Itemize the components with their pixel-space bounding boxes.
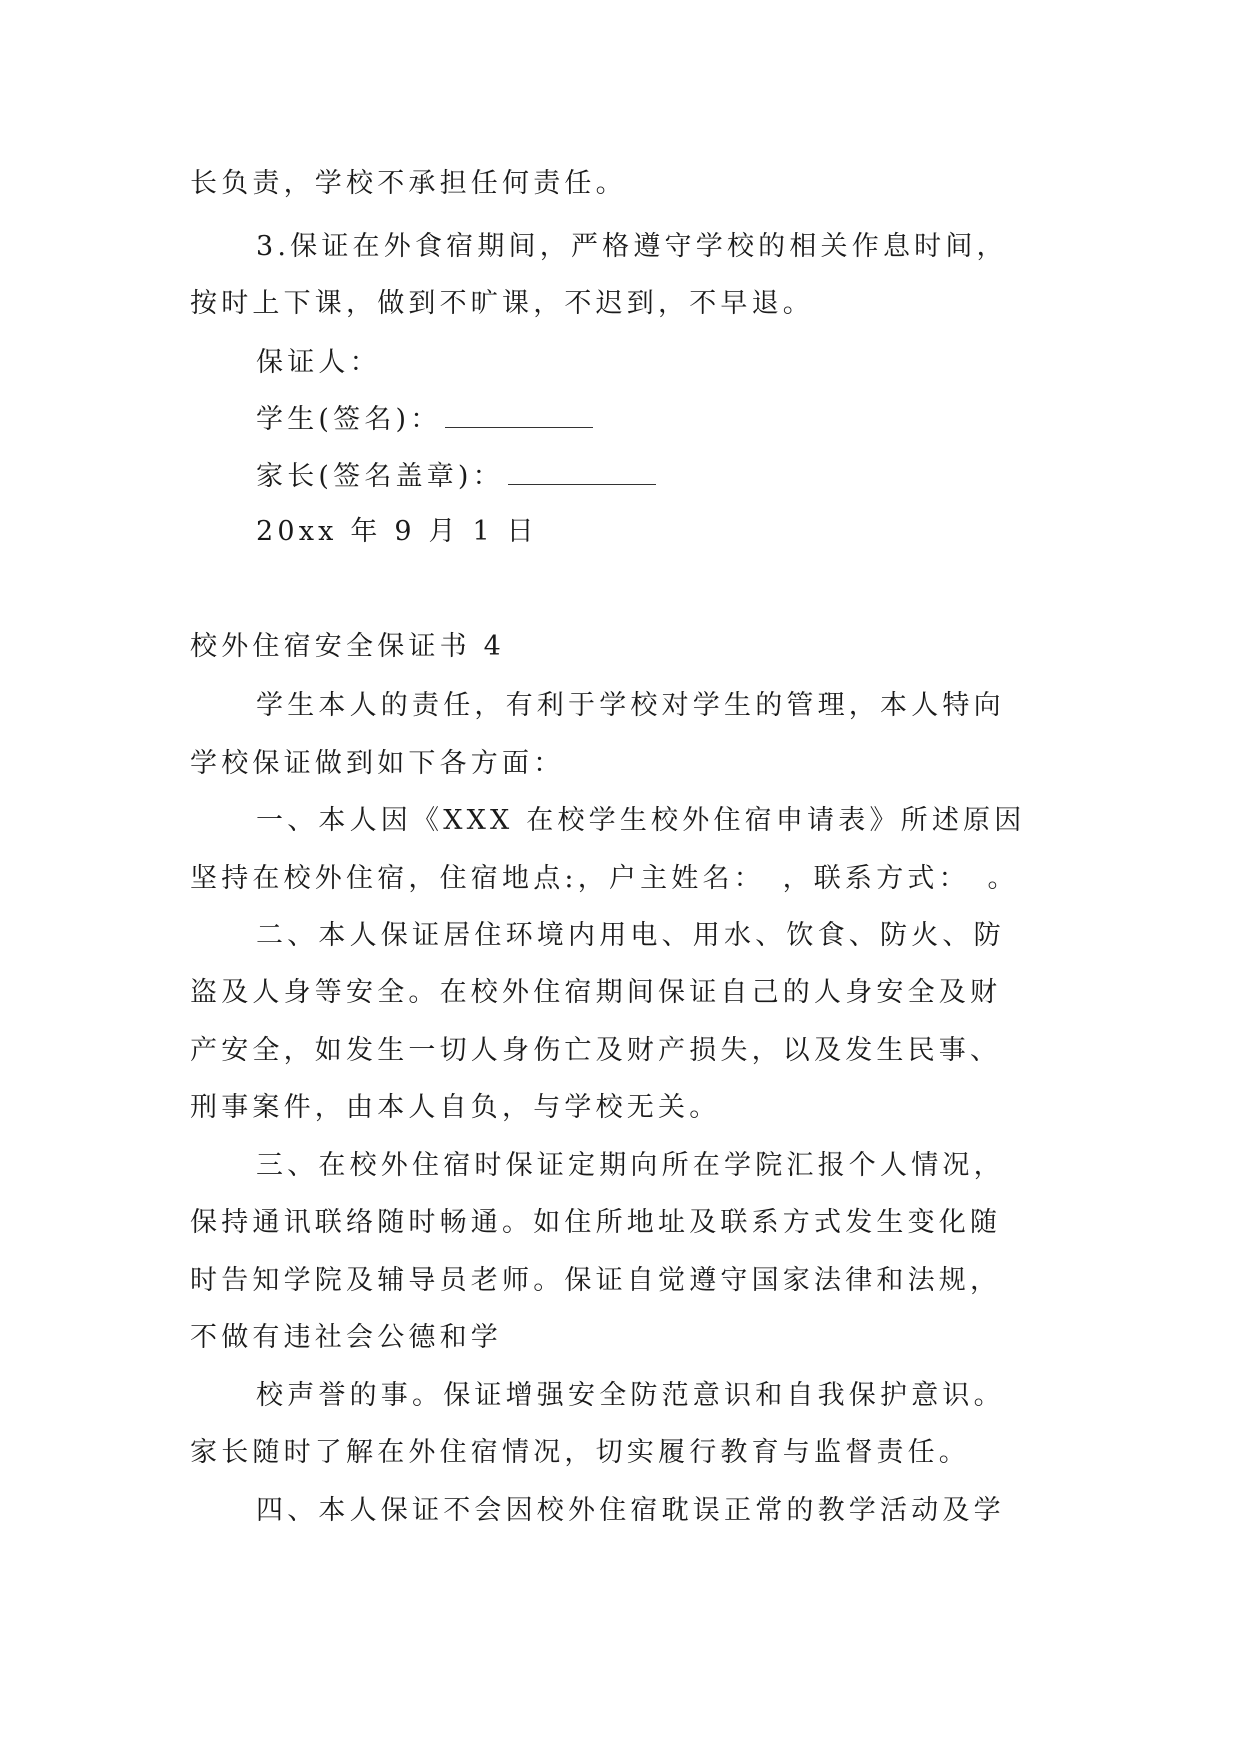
student-signature-blank — [445, 405, 593, 428]
paragraph-line: 学生本人的责任，有利于学校对学生的管理，本人特向 — [256, 690, 1005, 721]
date-line: 20xx 年 9 月 1 日 — [256, 516, 538, 547]
paragraph-line: 一、本人因《XXX 在校学生校外住宿申请表》所述原因 — [256, 805, 1026, 836]
paragraph-line: 坚持在校外住宿，住宿地点:，户主姓名： ，联系方式： 。 — [190, 863, 1019, 894]
paragraph-line: 校声誉的事。保证增强安全防范意识和自我保护意识。 — [256, 1380, 1005, 1411]
paragraph-line: 长负责，学校不承担任何责任。 — [190, 168, 627, 199]
section-title: 校外住宿安全保证书 4 — [190, 631, 505, 662]
parent-signature-blank — [508, 462, 656, 485]
parent-signature-row — [256, 459, 656, 495]
paragraph-line: 产安全，如发生一切人身伤亡及财产损失，以及发生民事、 — [190, 1035, 1002, 1066]
parent-signature-label: 家长(签名盖章)： — [256, 461, 504, 492]
paragraph-line: 按时上下课，做到不旷课，不迟到，不早退。 — [190, 288, 814, 319]
paragraph-line: 学校保证做到如下各方面： — [190, 748, 565, 779]
paragraph-line: 不做有违社会公德和学 — [190, 1322, 502, 1353]
paragraph-line: 时告知学院及辅导员老师。保证自觉遵守国家法律和法规， — [190, 1265, 1002, 1296]
guarantor-label: 保证人： — [256, 347, 381, 378]
paragraph-line: 盗及人身等安全。在校外住宿期间保证自己的人身安全及财 — [190, 977, 1002, 1008]
paragraph-line: 刑事案件，由本人自负，与学校无关。 — [190, 1092, 721, 1123]
paragraph-line: 3.保证在外食宿期间，严格遵守学校的相关作息时间， — [256, 231, 1008, 262]
paragraph-line: 二、本人保证居住环境内用电、用水、饮食、防火、防 — [256, 920, 1005, 951]
student-signature-row — [256, 402, 593, 438]
paragraph-line: 保持通讯联络随时畅通。如住所地址及联系方式发生变化随 — [190, 1207, 1002, 1238]
paragraph-line: 四、本人保证不会因校外住宿耽误正常的教学活动及学 — [256, 1495, 1005, 1526]
paragraph-line: 家长随时了解在外住宿情况，切实履行教育与监督责任。 — [190, 1437, 970, 1468]
student-signature-label: 学生(签名)： — [256, 404, 442, 435]
paragraph-line: 三、在校外住宿时保证定期向所在学院汇报个人情况， — [256, 1150, 1005, 1181]
